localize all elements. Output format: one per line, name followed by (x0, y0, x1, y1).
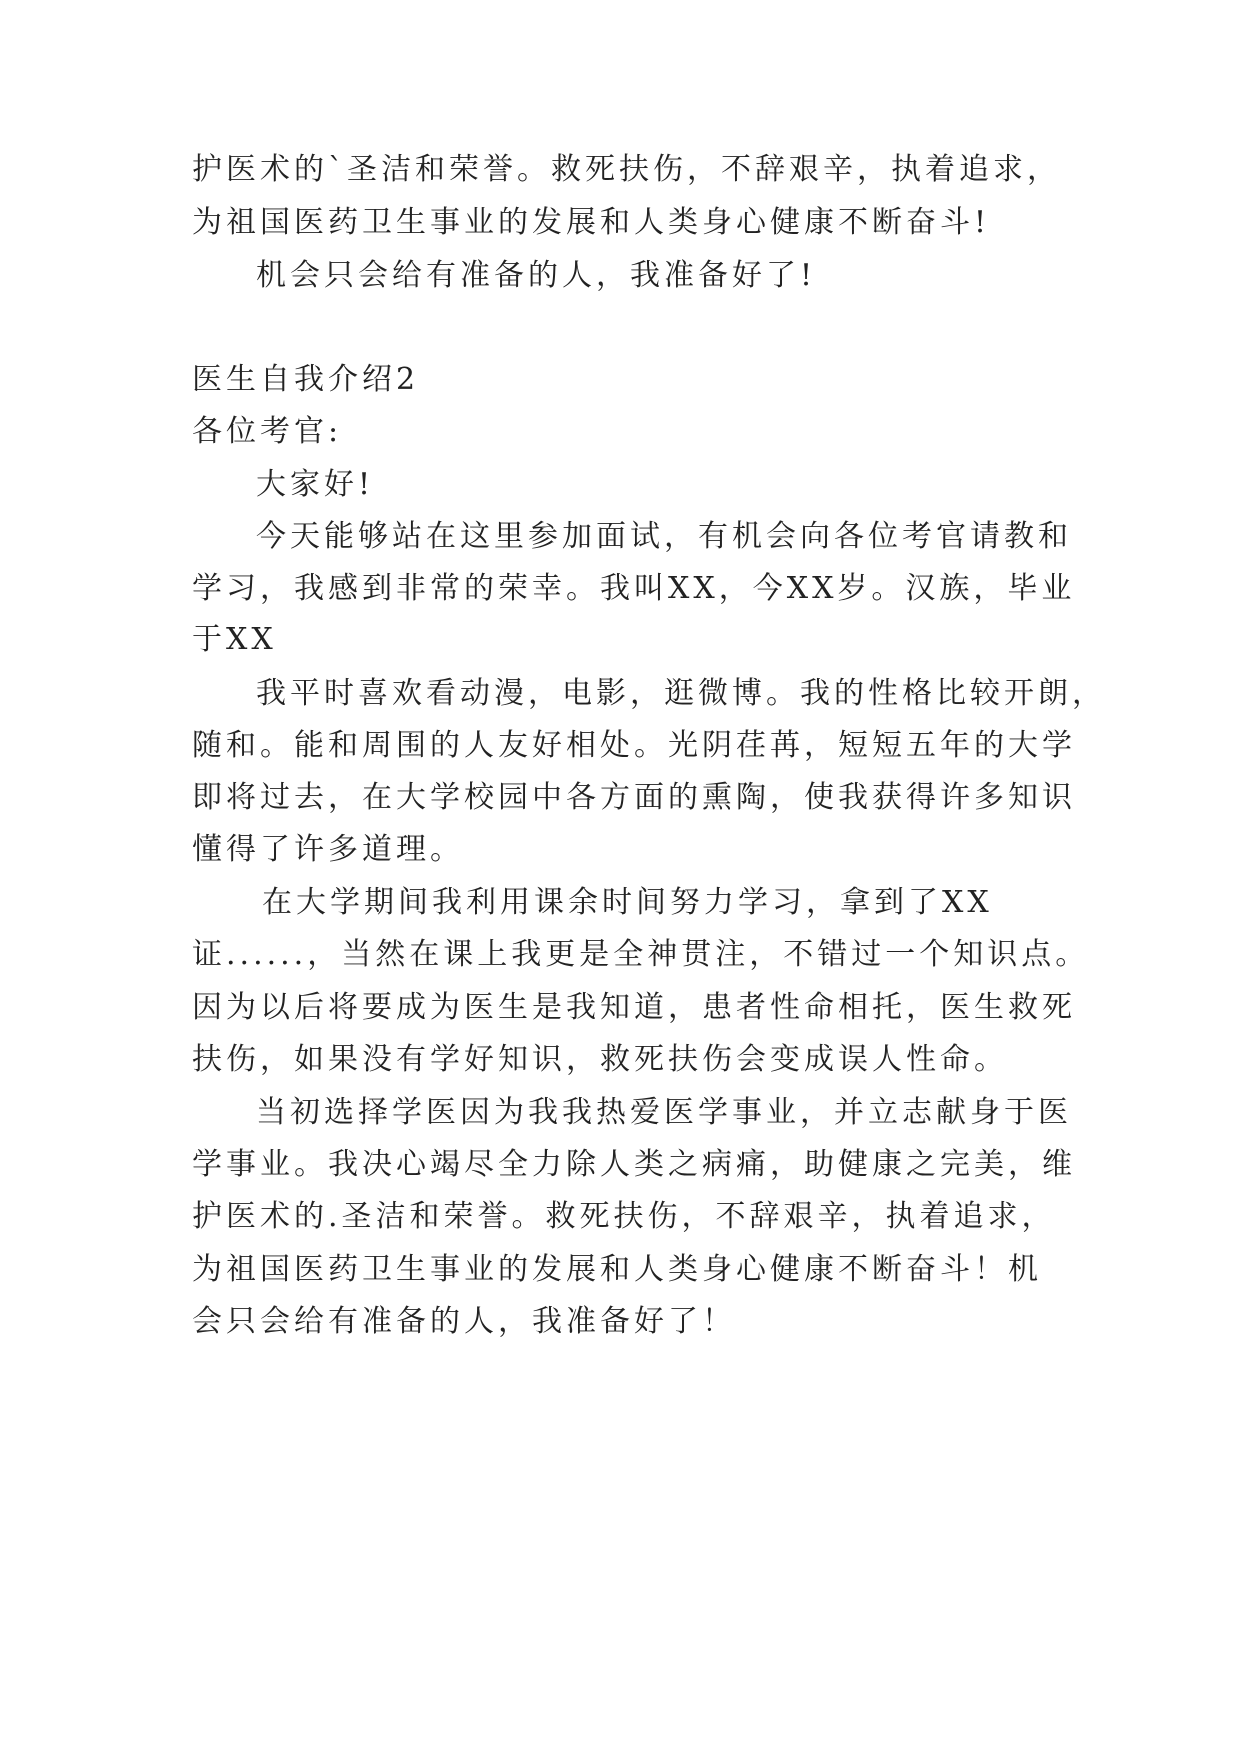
continuation-line-2: 为祖国医药卫生事业的发展和人类身心健康不断奋斗! (192, 205, 991, 240)
continuation-line-3: 机会只会给有准备的人，我准备好了! (256, 258, 817, 293)
paragraph-3-line-4: 扶伤，如果没有学好知识，救死扶伤会变成误人性命。 (192, 1042, 1008, 1077)
continuation-line-1: 护医术的`圣洁和荣誉。救死扶伤，不辞艰辛，执着追求， (192, 152, 1061, 187)
salutation: 各位考官: (192, 414, 343, 449)
greeting: 大家好! (256, 467, 375, 502)
paragraph-3-line-2: 证......，当然在课上我更是全神贯注，不错过一个知识点。 (192, 937, 1090, 972)
paragraph-1-line-3: 于XX (192, 622, 277, 657)
paragraph-2-line-2: 随和。能和周围的人友好相处。光阴荏苒，短短五年的大学 (192, 728, 1076, 763)
paragraph-4-line-3: 护医术的.圣洁和荣誉。救死扶伤，不辞艰辛，执着追求， (192, 1199, 1056, 1234)
paragraph-4-line-2: 学事业。我决心竭尽全力除人类之病痛，助健康之完美，维 (192, 1147, 1076, 1182)
section-title: 医生自我介绍2 (192, 362, 420, 397)
paragraph-1-line-1: 今天能够站在这里参加面试，有机会向各位考官请教和 (256, 519, 1072, 554)
paragraph-4-line-1: 当初选择学医因为我我热爱医学事业，并立志献身于医 (256, 1095, 1072, 1130)
paragraph-4-line-4: 为祖国医药卫生事业的发展和人类身心健康不断奋斗！机 (192, 1252, 1042, 1287)
paragraph-2-line-3: 即将过去，在大学校园中各方面的熏陶，使我获得许多知识 (192, 780, 1076, 815)
paragraph-3-line-1: 在大学期间我利用课余时间努力学习，拿到了XX (262, 885, 993, 920)
paragraph-4-line-5: 会只会给有准备的人，我准备好了！ (192, 1304, 736, 1339)
paragraph-2-line-4: 懂得了许多道理。 (192, 832, 464, 867)
paragraph-1-line-2: 学习，我感到非常的荣幸。我叫XX，今XX岁。汉族，毕业 (192, 571, 1076, 606)
paragraph-2-line-1: 我平时喜欢看动漫，电影，逛微博。我的性格比较开朗， (256, 676, 1106, 711)
paragraph-3-line-3: 因为以后将要成为医生是我知道，患者性命相托，医生救死 (192, 990, 1076, 1025)
